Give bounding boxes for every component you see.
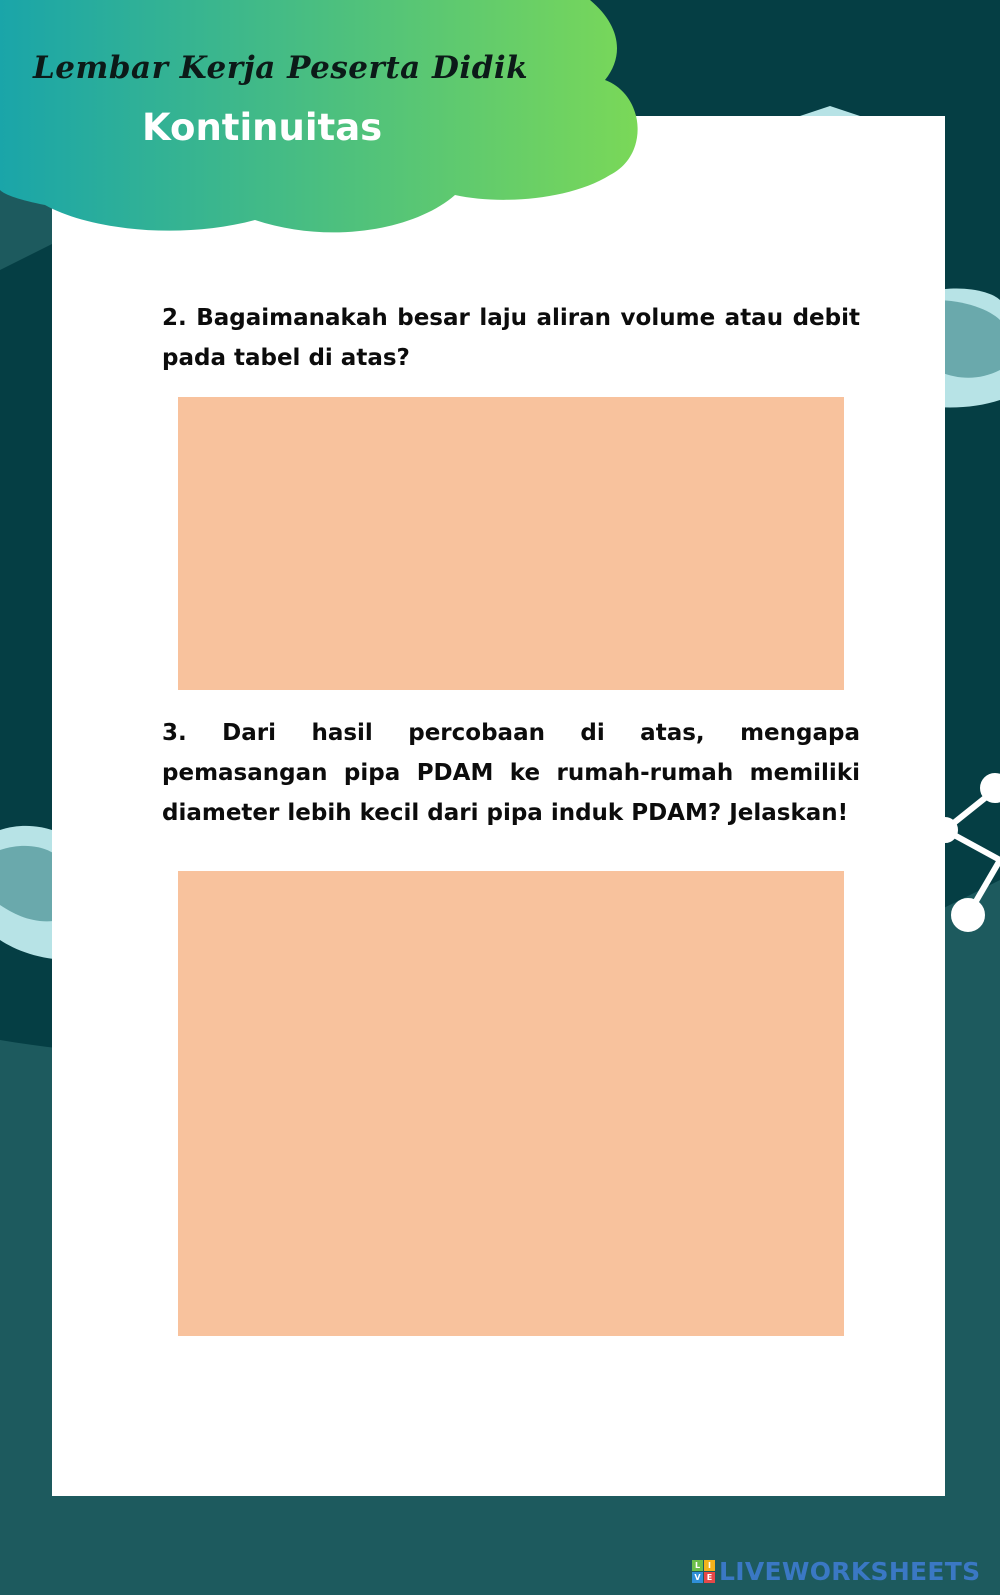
logo-letter-e: E xyxy=(704,1572,715,1583)
liveworksheets-logo-icon xyxy=(692,1560,715,1583)
left-middle-inner-shape xyxy=(0,846,60,921)
logo-letter-v: V xyxy=(692,1572,703,1583)
question-3-text: 3. Dari hasil percobaan di atas, mengapa pemasangan pipa PDAM ke rumah-rumah memiliki diameter lebih kecil dari pipa induk PDAM? Jelaskan! xyxy=(162,720,860,826)
answer-box-2[interactable] xyxy=(178,397,844,690)
page-subtitle: Kontinuitas xyxy=(142,106,383,149)
top-peak-shape xyxy=(800,106,860,116)
logo-letter-l: L xyxy=(692,1560,703,1571)
answer-box-3[interactable] xyxy=(178,871,844,1336)
page-title: Lembar Kerja Peserta Didik xyxy=(33,50,529,86)
liveworksheets-watermark xyxy=(692,1556,980,1586)
question-2-text: 2. Bagaimanakah besar laju aliran volume atau debit pada tabel di atas? xyxy=(162,305,860,371)
watermark-text: LIVEWORKSHEETS xyxy=(719,1556,981,1586)
logo-letter-i: I xyxy=(704,1560,715,1571)
